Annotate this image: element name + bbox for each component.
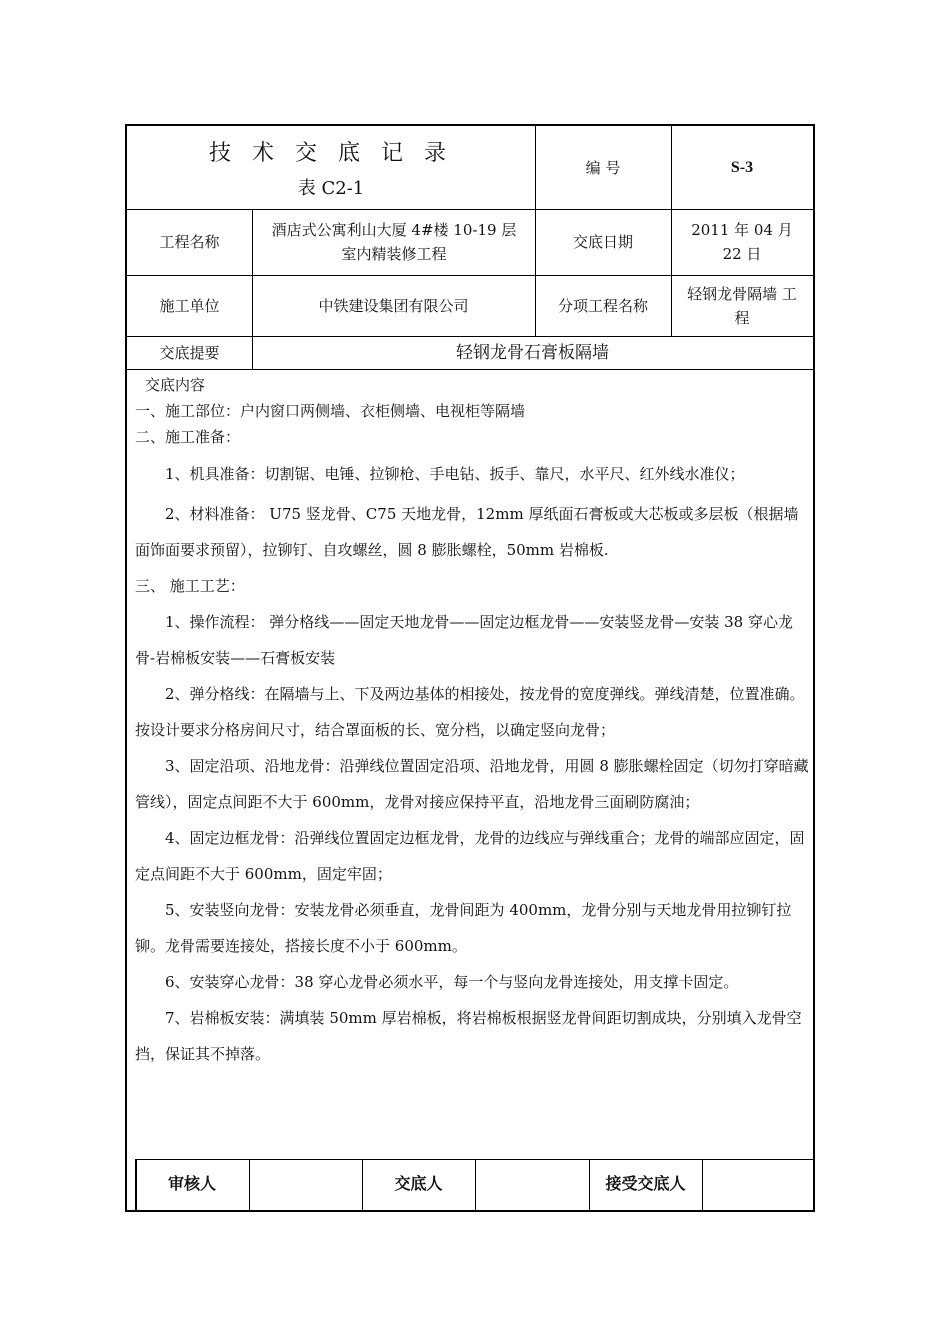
summary-value: 轻钢龙骨石膏板隔墙 xyxy=(456,342,609,363)
receiver-signature-field[interactable] xyxy=(702,1160,813,1210)
row-divider xyxy=(127,369,813,370)
reviewer-label: 审核人 xyxy=(167,1176,216,1193)
content-line: 3、固定沿项、沿地龙骨：沿弹线位置固定沿项、沿地龙骨，用圆 8 膨胀螺栓固定（切勿打穿暗藏管线），固定点间距不大于 600mm，龙骨对接应保持平直，沿地龙骨三面刷防腐油； xyxy=(135,757,809,811)
content-line: 三、 施工工艺： xyxy=(135,577,245,595)
presenter-signature-field[interactable] xyxy=(475,1160,589,1210)
number-value: S-3 xyxy=(730,158,754,176)
content-line: 1、操作流程： 弹分格线——固定天地龙骨——固定边框龙骨——安装竖龙骨—安装 38 穿心龙骨-岩棉板安装——石膏板安装 xyxy=(135,613,793,667)
sub-project-value: 轻钢龙骨隔墙 工程 xyxy=(687,284,797,327)
content-line: 2、弹分格线：在隔墙与上、下及两边基体的相接处，按龙骨的宽度弹线。弹线清楚，位置准确。按设计要求分格房间尺寸，结合罩面板的长、宽分档，以确定竖向龙骨； xyxy=(135,685,805,739)
unit-label: 施工单位 xyxy=(159,296,220,315)
receiver-label: 接受交底人 xyxy=(605,1176,686,1193)
content-line: 一、施工部位：户内窗口两侧墙、衣柜侧墙、电视柜等隔墙 xyxy=(135,402,526,420)
reviewer-signature-field[interactable] xyxy=(249,1160,362,1210)
date-label: 交底日期 xyxy=(572,233,633,251)
number-label: 编 号 xyxy=(585,158,621,177)
content-line: 二、施工准备： xyxy=(135,428,241,446)
form-title: 技 术 交 底 记 录 xyxy=(209,141,453,166)
form-code: 表 C2-1 xyxy=(297,178,365,199)
content-line: 7、岩棉板安装：满填装 50mm 厚岩棉板，将岩棉板根据竖龙骨间距切割成块，分别填入龙骨空挡，保证其不掉落。 xyxy=(135,1009,802,1063)
content-line: 4、固定边框龙骨：沿弹线位置固定边框龙骨，龙骨的边线应与弹线重合；龙骨的端部应固定，固定点间距不大于 600mm，固定牢固； xyxy=(135,829,805,883)
unit-value: 中铁建设集团有限公司 xyxy=(318,296,469,315)
project-name-value: 酒店式公寓利山大厦 4#楼 10-19 层室内精装修工程 xyxy=(271,221,517,263)
project-name-label: 工程名称 xyxy=(159,233,220,251)
content-line: 6、安装穿心龙骨：38 穿心龙骨必须水平，每一个与竖向龙骨连接处，用支撑卡固定。 xyxy=(165,973,739,991)
date-value: 2011 年 04 月 22 日 xyxy=(691,221,793,263)
content-line: 1、机具准备：切割锯、电锤、拉铆枪、手电钻、扳手、靠尺，水平尺、红外线水准仪； xyxy=(165,465,745,483)
sub-project-label: 分项工程名称 xyxy=(557,296,648,315)
content-heading: 交底内容 xyxy=(145,376,206,394)
summary-label: 交底提要 xyxy=(159,343,220,362)
presenter-label: 交底人 xyxy=(394,1176,443,1193)
content-line: 2、材料准备： U75 竖龙骨、C75 天地龙骨，12mm 厚纸面石膏板或大芯板或多层板（根据墙面饰面要求预留），拉铆钉、自攻螺丝，圆 8 膨胀螺栓，50mm 岩棉板. xyxy=(135,505,799,559)
content-line: 5、安装竖向龙骨：安装龙骨必须垂直，龙骨间距为 400mm，龙骨分别与天地龙骨用拉铆钉拉铆。龙骨需要连接处，搭接长度不小于 600mm。 xyxy=(135,901,792,955)
technical-disclosure-form xyxy=(125,124,815,1212)
disclosure-content xyxy=(135,372,811,1072)
